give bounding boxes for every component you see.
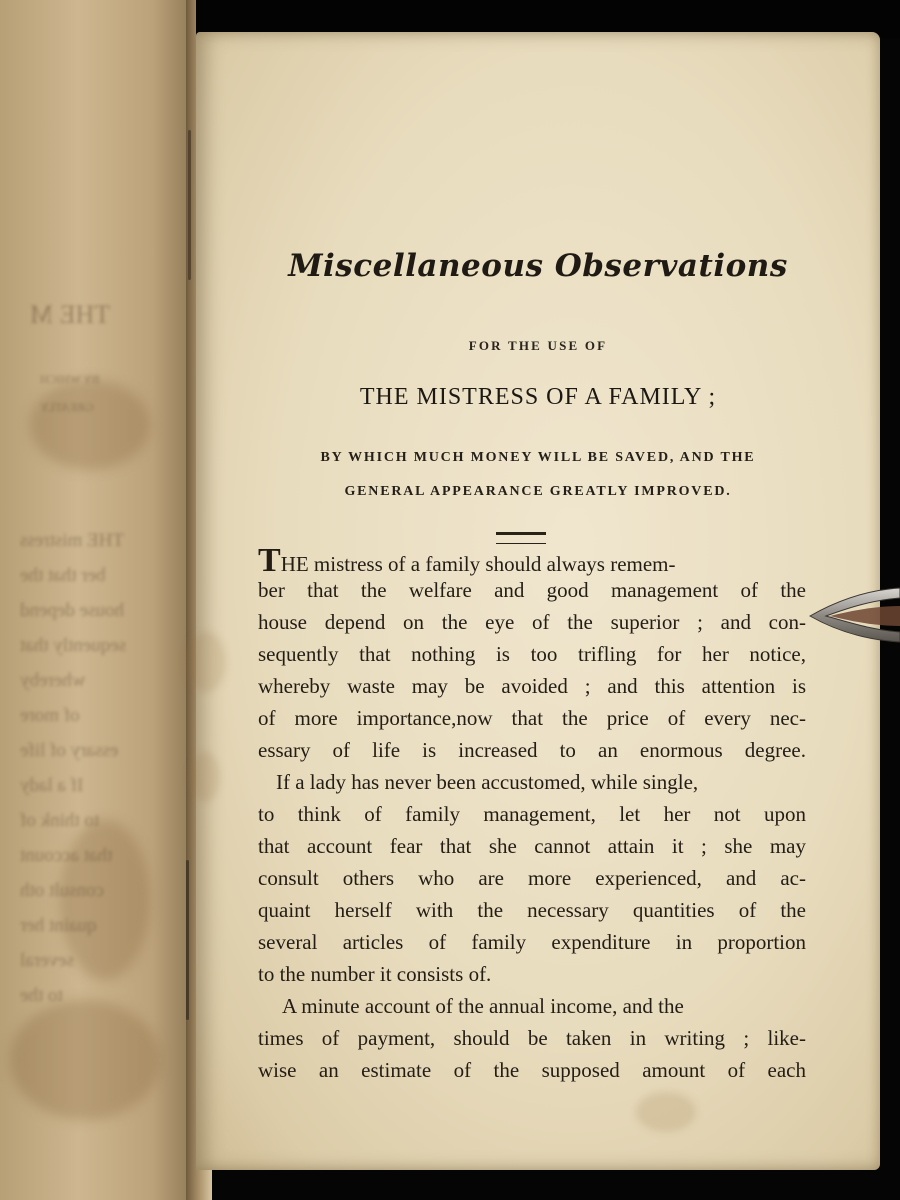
text-line: consult others who are more experienced, and ac-	[258, 866, 806, 890]
ghost-line: several	[20, 950, 74, 971]
text-line: house depend on the eye of the superior ; and con-	[258, 610, 806, 634]
text-line: sequently that nothing is too trifling for her notice,	[258, 642, 806, 666]
subtitle-main: THE MISTRESS OF A FAMILY ;	[359, 384, 717, 410]
text-line: ber that the welfare and good management of the	[258, 578, 806, 602]
ghost-line: quaint her	[20, 915, 97, 936]
ghost-line: ber that the	[20, 565, 106, 586]
ghost-line: house depend	[20, 600, 124, 621]
gutter-mark	[186, 860, 189, 1020]
text-line: of more importance,now that the price of every nec-	[258, 706, 806, 730]
text-line: A minute account of the annual income, and the	[282, 994, 684, 1018]
text-line: essary of life is increased to an enormous degree.	[258, 738, 806, 762]
foxing-spot	[190, 752, 220, 802]
ghost-line: consult oth	[20, 880, 104, 901]
ghost-line: whereby	[20, 670, 86, 691]
ghost-line: to the	[20, 985, 63, 1006]
ghost-line: that account	[20, 845, 113, 866]
text-line: that account fear that she cannot attain it ; she may	[258, 834, 806, 858]
facing-page	[0, 0, 196, 1200]
text-line: wise an estimate of the supposed amount of each	[258, 1058, 806, 1082]
subtitle-small: FOR THE USE OF	[468, 338, 608, 353]
ghost-line: BY WHICH	[40, 372, 100, 386]
book-page	[196, 32, 880, 1170]
ghost-line: to think of	[20, 810, 100, 831]
ghost-line: of more	[20, 705, 80, 726]
text-line: to think of family management, let her not upon	[258, 802, 806, 826]
text-line-content: HE mistress of a family should always remem-	[280, 552, 676, 576]
subtitle-line: GENERAL APPEARANCE GREATLY IMPROVED.	[344, 484, 732, 499]
text-line: several articles of family expenditure in proportion	[258, 930, 806, 954]
decorative-rule	[496, 532, 546, 544]
gutter-mark	[188, 130, 191, 280]
text-line: If a lady has never been accustomed, while single,	[276, 770, 699, 794]
page-title: Miscellaneous Observations	[288, 248, 788, 284]
ghost-line: THE mistress	[20, 530, 124, 551]
text-line: times of payment, should be taken in writing ; like-	[258, 1026, 806, 1050]
drop-cap: T	[258, 542, 281, 579]
ghost-line: THE M	[30, 300, 111, 329]
ghost-line: If a lady	[20, 775, 84, 796]
metal-bookmark-icon	[808, 586, 900, 644]
foxing-spot	[186, 632, 226, 692]
ghost-line: GREATLY	[40, 400, 94, 414]
text-line: whereby waste may be avoided ; and this attention is	[258, 674, 806, 698]
subtitle-line: BY WHICH MUCH MONEY WILL BE SAVED, AND THE	[320, 450, 756, 465]
text-line: quaint herself with the necessary quantities of the	[258, 898, 806, 922]
text-line: to the number it consists of.	[258, 962, 492, 986]
ghost-line: sequently that	[20, 635, 127, 656]
text-line	[258, 544, 806, 578]
ghost-line: essary of life	[20, 740, 119, 761]
foxing-spot	[636, 1092, 696, 1132]
